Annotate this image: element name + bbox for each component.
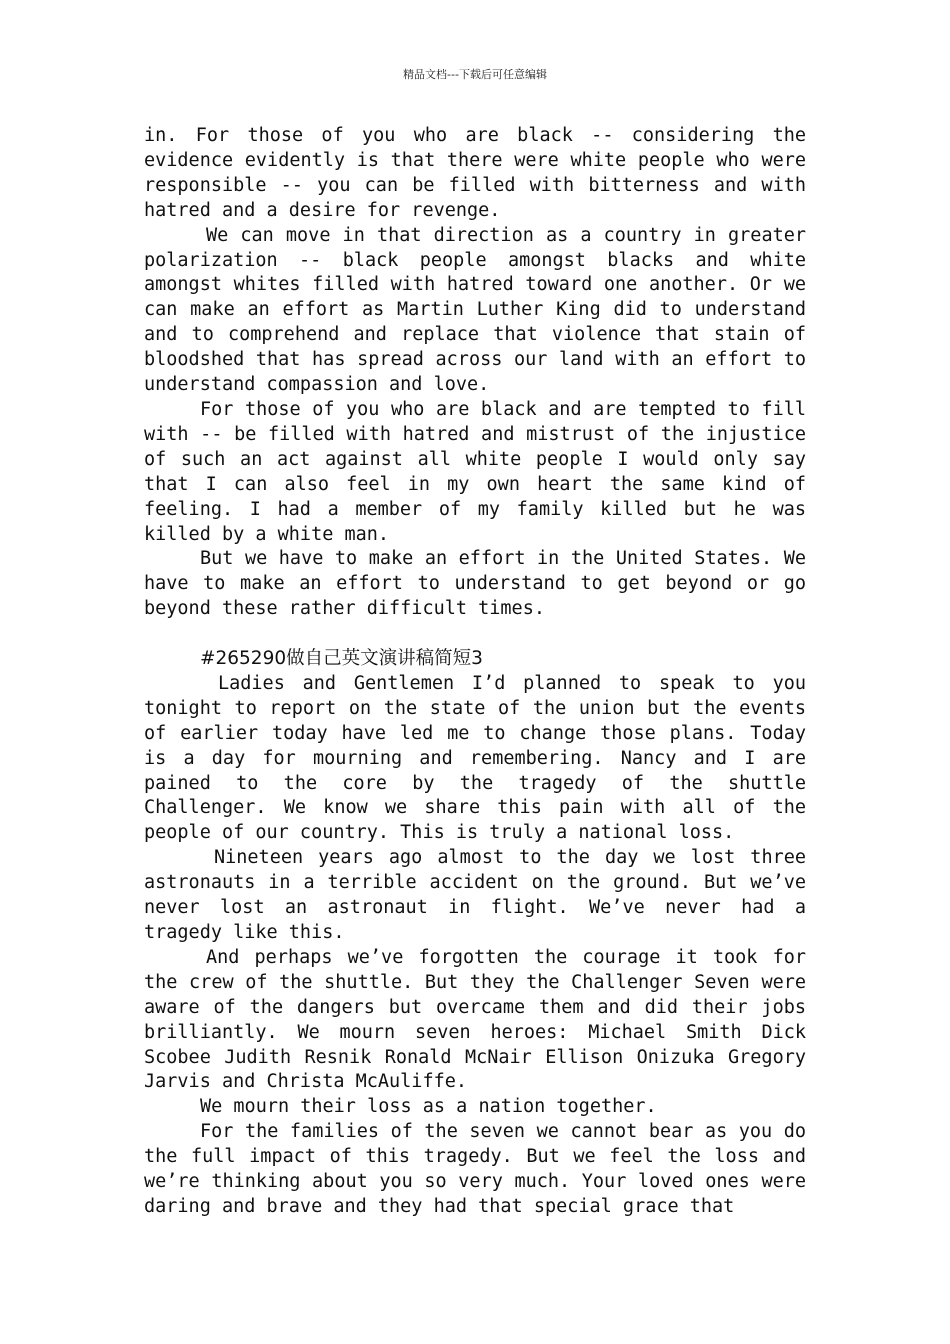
paragraph: And perhaps we’ve forgotten the courage it took for the crew of the shuttle. But they the Challenger Seven were aware of the dangers but overcame them and did their jobs brilliantly. We mourn seven heroes: Michael Smith Dick Scobee Judith Resnik Ronald McNair Ellison Onizuka Gregory Jarvis and Christa McAuliffe.	[144, 946, 806, 1093]
paragraph: For those of you who are black and are tempted to fill with -- be filled with hatred and mistrust of the injustice of such an act against all white people I would only say that I can also feel in my own heart the same kind of feeling. I had a member of my family killed but he was killed by a white man.	[144, 398, 806, 545]
section-title: #265290做自己英文演讲稿简短3	[200, 648, 483, 670]
paragraph: But we have to make an effort in the United States. We have to make an effort to understand to get beyond or go beyond these rather difficult times.	[144, 548, 806, 620]
page-header: 精品文档---下载后可任意编辑	[403, 68, 547, 81]
paragraph: in. For those of you who are black -- considering the evidence evidently is that there were white people who were responsible -- you can be filled with bitterness and with hatred and a desire for revenge.	[144, 125, 806, 221]
paragraph: We mourn their loss as a nation together.	[200, 1096, 657, 1118]
spacer	[144, 622, 806, 647]
paragraph: We can move in that direction as a country in greater polarization -- black people amongst blacks and white amongst whites filled with hatred toward one another. Or we can make an effort as Martin Luther King did to understand and to comprehend and replace that violence that stain of bloodshed that has spread across our land with an effort to understand compassion and love.	[144, 224, 806, 396]
paragraph: For the families of the seven we cannot bear as you do the full impact of this tragedy. But we feel the loss and we’re thinking about you so very much. Your loved ones were daring and brave and they had that special grace that	[144, 1121, 806, 1217]
paragraph: Nineteen years ago almost to the day we lost three astronauts in a terrible accident on the ground. But we’ve never lost an astronaut in flight. We’ve never had a tragedy like this.	[144, 847, 806, 943]
paragraph: Ladies and Gentlemen I’d planned to speak to you tonight to report on the state of the union but the events of earlier today have led me to change those plans. Today is a day for mourning and remembering. Nancy and I are pained to the core by the tragedy of the shuttle Challenger. We know we share this pain with all of the people of our country. This is truly a national loss.	[144, 672, 806, 844]
document-body	[144, 124, 806, 1220]
